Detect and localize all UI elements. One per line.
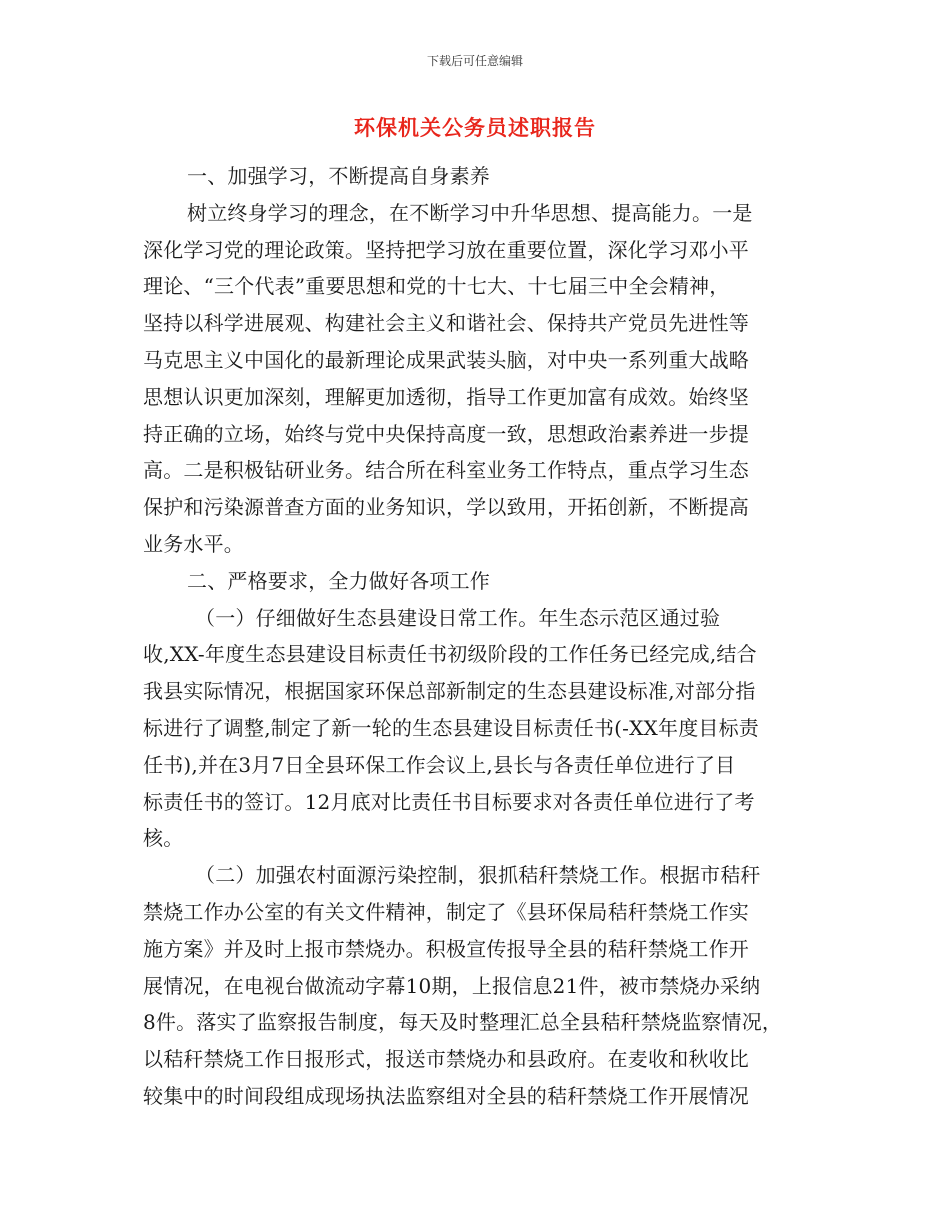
text-line: 树立终身学习的理念，在不断学习中升华思想、提高能力。一是 xyxy=(187,200,753,225)
text-line: 持正确的立场，始终与党中央保持高度一致，思想政治素养进一步提 xyxy=(143,421,749,446)
text-line: 标责任书的签订。12月底对比责任书目标要求对各责任单位进行了考 xyxy=(143,789,755,814)
document-title: 环保机关公务员述职报告 xyxy=(354,115,596,140)
text-line: 展情况，在电视台做流动字幕10期，上报信息21件，被市禁烧办采纳 xyxy=(143,973,761,998)
text-line: 8件。落实了监察报告制度，每天及时整理汇总全县秸秆禁烧监察情况， xyxy=(143,1010,783,1035)
text-line: 马克思主义中国化的最新理论成果武装头脑，对中央一系列重大战略 xyxy=(143,347,749,372)
text-line: 高。二是积极钻研业务。结合所在科室业务工作特点，重点学习生态 xyxy=(143,458,749,483)
text-line: 标进行了调整,制定了新一轮的生态县建设目标责任书(-XX年度目标责 xyxy=(143,715,759,740)
text-line: 核。 xyxy=(143,826,184,851)
text-line: 坚持以科学进展观、构建社会主义和谐社会、保持共产党员先进性等 xyxy=(143,311,749,336)
header-note: 下载后可任意编辑 xyxy=(426,54,523,68)
text-line: 二、严格要求，全力做好各项工作 xyxy=(187,568,490,593)
text-line: 业务水平。 xyxy=(143,531,244,556)
text-line: 收,XX-年度生态县建设目标责任书初级阶段的工作任务已经完成,结合 xyxy=(143,642,757,667)
text-line: 以秸秆禁烧工作日报形式，报送市禁烧办和县政府。在麦收和秋收比 xyxy=(143,1047,749,1072)
text-line: 理论、“三个代表”重要思想和党的十七大、十七届三中全会精神， xyxy=(143,274,730,299)
text-line: 保护和污染源普查方面的业务知识，学以致用，开拓创新，不断提高 xyxy=(143,495,749,520)
text-line: 较集中的时间段组成现场执法监察组对全县的秸秆禁烧工作开展情况 xyxy=(143,1083,749,1108)
text-line: （一）仔细做好生态县建设日常工作。年生态示范区通过验 xyxy=(195,605,721,630)
document-body xyxy=(143,158,813,1115)
text-line: 深化学习党的理论政策。坚持把学习放在重要位置，深化学习邓小平 xyxy=(143,237,749,262)
text-line: （二）加强农村面源污染控制，狠抓秸秆禁烧工作。根据市秸秆 xyxy=(195,863,761,888)
text-line: 任书),并在3月7日全县环保工作会议上,县长与各责任单位进行了目 xyxy=(143,752,736,777)
text-line: 禁烧工作办公室的有关文件精神，制定了《县环保局秸秆禁烧工作实 xyxy=(143,899,749,924)
text-line: 一、加强学习，不断提高自身素养 xyxy=(187,164,490,188)
text-line: 施方案》并及时上报市禁烧办。积极宣传报导全县的秸秆禁烧工作开 xyxy=(143,936,749,961)
text-line: 我县实际情况，根据国家环保总部新制定的生态县建设标准,对部分指 xyxy=(143,679,756,704)
text-line: 思想认识更加深刻，理解更加透彻，指导工作更加富有成效。始终坚 xyxy=(143,384,749,409)
